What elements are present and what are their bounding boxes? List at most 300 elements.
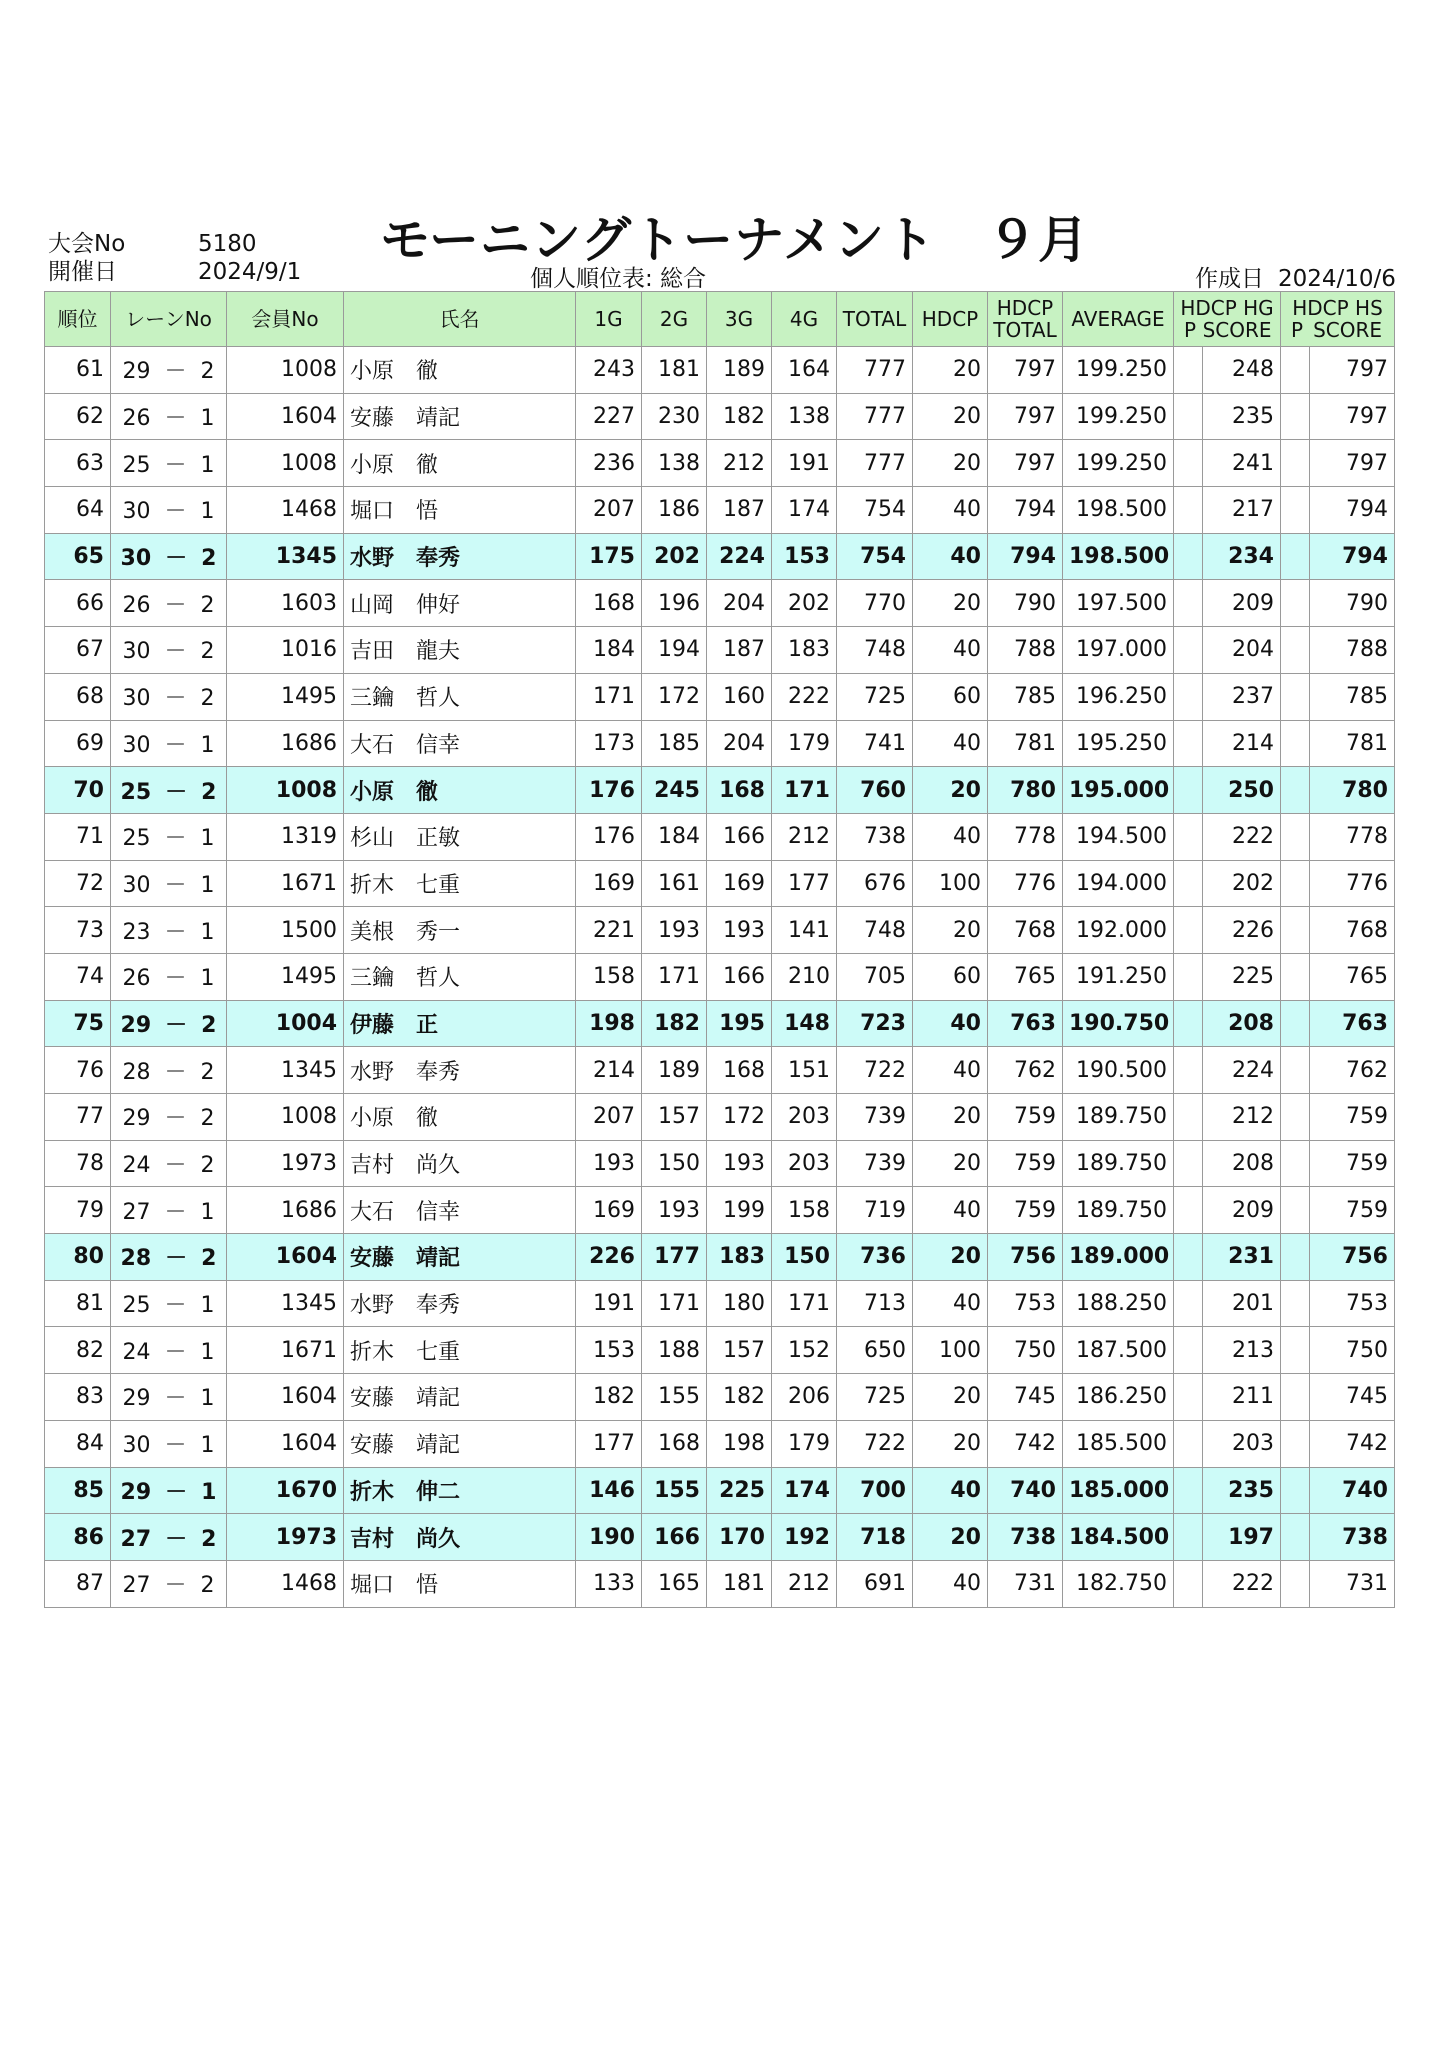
hdcp-total-cell: 753 <box>988 1280 1063 1327</box>
hg-wrap <box>1174 1468 1280 1514</box>
table-row <box>45 347 1395 394</box>
total-cell: 691 <box>837 1560 913 1607</box>
hs-p <box>1281 1187 1310 1233</box>
hdcp-total-cell: 797 <box>988 347 1063 394</box>
hdcp-cell: 60 <box>913 673 988 720</box>
member-no-cell: 1008 <box>227 767 344 814</box>
hdcp-total-cell: 778 <box>988 813 1063 860</box>
total-cell: 722 <box>837 1047 913 1094</box>
hg-score: 222 <box>1232 824 1274 850</box>
hg-p <box>1174 1141 1203 1187</box>
hdcp-total-cell: 788 <box>988 627 1063 674</box>
game4-cell: 174 <box>772 1467 837 1514</box>
col-hdcp-total-line1: HDCP <box>996 296 1054 320</box>
member-no-cell: 1345 <box>227 1047 344 1094</box>
lane-separator: － <box>164 406 187 432</box>
lane-cell <box>111 673 227 720</box>
hg-wrap <box>1174 487 1280 533</box>
total-cell: 738 <box>837 813 913 860</box>
hdcp-cell: 40 <box>913 1000 988 1047</box>
game2-cell: 171 <box>642 1280 707 1327</box>
hg-score: 203 <box>1232 1431 1274 1457</box>
hs-p <box>1281 814 1310 860</box>
game3-cell: 170 <box>707 1514 772 1561</box>
hs-wrap <box>1281 1561 1394 1607</box>
hdcp-total-cell: 750 <box>988 1327 1063 1374</box>
hs-p <box>1281 1234 1310 1280</box>
hg-wrap <box>1174 534 1280 580</box>
hdcp-hs-cell <box>1281 720 1395 767</box>
lane-number: 30 <box>122 1433 151 1459</box>
hdcp-total-cell: 797 <box>988 393 1063 440</box>
game2-cell: 194 <box>642 627 707 674</box>
hs-score: 778 <box>1346 824 1388 850</box>
lane-number: 28 <box>120 1246 152 1272</box>
lane-number: 29 <box>120 1479 152 1505</box>
lane-number: 26 <box>122 592 151 618</box>
hg-p <box>1174 627 1203 673</box>
name-cell: 水野 奉秀 <box>344 533 576 580</box>
table-row <box>45 1560 1395 1607</box>
hdcp-total-cell: 759 <box>988 1187 1063 1234</box>
lane-cell <box>111 393 227 440</box>
hg-score: 202 <box>1232 870 1274 896</box>
hg-wrap <box>1174 580 1280 626</box>
hdcp-hs-cell <box>1281 1234 1395 1281</box>
hg-score: 217 <box>1232 497 1274 523</box>
average-cell: 182.750 <box>1063 1560 1174 1607</box>
hg-score: 235 <box>1232 404 1274 430</box>
hg-score: 209 <box>1232 590 1274 616</box>
hs-wrap <box>1281 861 1394 907</box>
game2-cell: 168 <box>642 1420 707 1467</box>
col-hg-line1: HDCP HG <box>1180 296 1274 320</box>
hdcp-hg-cell <box>1174 720 1281 767</box>
ranking-table <box>44 291 1395 1608</box>
tournament-no-row <box>48 230 301 258</box>
game1-cell: 190 <box>576 1514 642 1561</box>
lane-side: 2 <box>200 1106 215 1132</box>
lane-cell <box>111 533 227 580</box>
hdcp-total-cell: 785 <box>988 673 1063 720</box>
lane-number: 25 <box>122 1293 151 1319</box>
name-cell: 伊藤 正 <box>344 1000 576 1047</box>
hs-wrap <box>1281 1094 1394 1140</box>
hg-p <box>1174 674 1203 720</box>
game3-cell: 180 <box>707 1280 772 1327</box>
lane-side: 2 <box>201 1246 217 1272</box>
lane-cell <box>111 627 227 674</box>
total-cell: 723 <box>837 1000 913 1047</box>
hs-score: 768 <box>1346 917 1388 943</box>
total-cell: 777 <box>837 440 913 487</box>
game4-cell: 212 <box>772 813 837 860</box>
lane-cell <box>111 1467 227 1514</box>
game3-cell: 225 <box>707 1467 772 1514</box>
hdcp-cell: 40 <box>913 533 988 580</box>
game4-cell: 158 <box>772 1187 837 1234</box>
game1-cell: 175 <box>576 533 642 580</box>
table-row <box>45 953 1395 1000</box>
game3-cell: 204 <box>707 720 772 767</box>
lane-number: 29 <box>122 359 151 385</box>
name-cell: 安藤 靖記 <box>344 1234 576 1281</box>
hdcp-hs-cell <box>1281 673 1395 720</box>
rank-cell: 76 <box>45 1047 111 1094</box>
name-cell: 三鑰 哲人 <box>344 953 576 1000</box>
name-cell: 堀口 悟 <box>344 487 576 534</box>
game3-cell: 195 <box>707 1000 772 1047</box>
average-cell: 189.750 <box>1063 1140 1174 1187</box>
game4-cell: 148 <box>772 1000 837 1047</box>
hs-p <box>1281 1094 1310 1140</box>
rank-cell: 66 <box>45 580 111 627</box>
game4-cell: 206 <box>772 1374 837 1421</box>
hg-p <box>1174 1187 1203 1233</box>
hdcp-total-cell: 797 <box>988 440 1063 487</box>
rank-cell: 65 <box>45 533 111 580</box>
lane-side: 2 <box>200 1059 215 1085</box>
game2-cell: 186 <box>642 487 707 534</box>
hg-wrap <box>1174 954 1280 1000</box>
hdcp-hs-cell <box>1281 440 1395 487</box>
hdcp-hs-cell <box>1281 487 1395 534</box>
lane-number: 23 <box>122 919 151 945</box>
hs-score: 776 <box>1346 870 1388 896</box>
col-g1: 1G <box>576 292 642 347</box>
hdcp-hg-cell <box>1174 953 1281 1000</box>
name-cell: 小原 徹 <box>344 767 576 814</box>
col-hdcp-total-line2: TOTAL <box>993 318 1057 342</box>
game2-cell: 150 <box>642 1140 707 1187</box>
lane-side: 2 <box>201 546 217 572</box>
hdcp-cell: 40 <box>913 1560 988 1607</box>
hs-p <box>1281 1281 1310 1327</box>
hdcp-hg-cell <box>1174 1000 1281 1047</box>
hg-p <box>1174 1234 1203 1280</box>
rank-cell: 61 <box>45 347 111 394</box>
hg-score: 208 <box>1232 1151 1274 1177</box>
average-cell: 196.250 <box>1063 673 1174 720</box>
game4-cell: 177 <box>772 860 837 907</box>
hs-score: 753 <box>1346 1291 1388 1317</box>
col-g3: 3G <box>707 292 772 347</box>
lane-side: 2 <box>200 686 215 712</box>
hdcp-hs-cell <box>1281 1000 1395 1047</box>
average-cell: 185.500 <box>1063 1420 1174 1467</box>
hdcp-total-cell: 759 <box>988 1140 1063 1187</box>
lane-separator: － <box>164 1293 187 1319</box>
name-cell: 堀口 悟 <box>344 1560 576 1607</box>
game4-cell: 179 <box>772 720 837 767</box>
hdcp-total-cell: 738 <box>988 1514 1063 1561</box>
hs-p <box>1281 767 1310 813</box>
hs-wrap <box>1281 347 1394 393</box>
hdcp-hs-cell <box>1281 953 1395 1000</box>
hdcp-hg-cell <box>1174 1420 1281 1467</box>
hg-p <box>1174 487 1203 533</box>
name-cell: 吉村 尚久 <box>344 1140 576 1187</box>
average-cell: 187.500 <box>1063 1327 1174 1374</box>
hdcp-hs-cell <box>1281 813 1395 860</box>
game4-cell: 151 <box>772 1047 837 1094</box>
col-g2: 2G <box>642 292 707 347</box>
rank-cell: 82 <box>45 1327 111 1374</box>
total-cell: 705 <box>837 953 913 1000</box>
member-no-cell: 1604 <box>227 1374 344 1421</box>
game2-cell: 188 <box>642 1327 707 1374</box>
hdcp-cell: 20 <box>913 1420 988 1467</box>
hg-p <box>1174 1047 1203 1093</box>
name-cell: 大石 信幸 <box>344 720 576 767</box>
lane-separator: － <box>164 1386 187 1412</box>
lane-side: 1 <box>200 826 215 852</box>
hg-score: 234 <box>1228 544 1274 570</box>
hdcp-total-cell: 781 <box>988 720 1063 767</box>
lane-number: 27 <box>122 1573 151 1599</box>
hdcp-total-cell: 740 <box>988 1467 1063 1514</box>
name-cell: 吉田 龍夫 <box>344 627 576 674</box>
hg-p <box>1174 1327 1203 1373</box>
hdcp-hs-cell <box>1281 393 1395 440</box>
hs-score: 745 <box>1346 1384 1388 1410</box>
game2-cell: 189 <box>642 1047 707 1094</box>
hs-wrap <box>1281 1374 1394 1420</box>
rank-cell: 79 <box>45 1187 111 1234</box>
hdcp-hg-cell <box>1174 1467 1281 1514</box>
game4-cell: 203 <box>772 1140 837 1187</box>
hg-wrap <box>1174 1141 1280 1187</box>
game1-cell: 214 <box>576 1047 642 1094</box>
name-cell: 折木 七重 <box>344 1327 576 1374</box>
hg-score: 237 <box>1232 684 1274 710</box>
table-row <box>45 440 1395 487</box>
hg-p <box>1174 580 1203 626</box>
lane-separator: － <box>164 826 187 852</box>
lane-side: 1 <box>200 499 215 525</box>
hs-wrap <box>1281 1047 1394 1093</box>
hdcp-hs-cell <box>1281 347 1395 394</box>
table-row <box>45 1280 1395 1327</box>
hg-p <box>1174 954 1203 1000</box>
member-no-cell: 1603 <box>227 580 344 627</box>
col-hs-line1: HDCP HS <box>1292 296 1383 320</box>
hg-p <box>1174 907 1203 953</box>
game4-cell: 138 <box>772 393 837 440</box>
game4-cell: 202 <box>772 580 837 627</box>
hg-p <box>1174 1514 1203 1560</box>
game2-cell: 202 <box>642 533 707 580</box>
hs-wrap <box>1281 814 1394 860</box>
header-info <box>48 230 301 286</box>
hg-p <box>1174 1281 1203 1327</box>
lane-separator: － <box>164 919 187 945</box>
lane-cell <box>111 953 227 1000</box>
rank-cell: 71 <box>45 813 111 860</box>
hg-p <box>1174 861 1203 907</box>
hdcp-total-cell: 742 <box>988 1420 1063 1467</box>
hs-wrap <box>1281 534 1394 580</box>
col-average: AVERAGE <box>1063 292 1174 347</box>
lane-side: 1 <box>200 919 215 945</box>
hdcp-cell: 40 <box>913 487 988 534</box>
game3-cell: 168 <box>707 1047 772 1094</box>
average-cell: 189.750 <box>1063 1094 1174 1141</box>
hdcp-hg-cell <box>1174 1047 1281 1094</box>
game3-cell: 187 <box>707 627 772 674</box>
average-cell: 190.750 <box>1063 1000 1174 1047</box>
name-cell: 折木 七重 <box>344 860 576 907</box>
total-cell: 650 <box>837 1327 913 1374</box>
lane-cell <box>111 1420 227 1467</box>
member-no-cell: 1468 <box>227 487 344 534</box>
game3-cell: 181 <box>707 1560 772 1607</box>
hdcp-hg-cell <box>1174 1094 1281 1141</box>
game2-cell: 230 <box>642 393 707 440</box>
lane-side: 1 <box>200 1199 215 1225</box>
hs-wrap <box>1281 580 1394 626</box>
hdcp-cell: 40 <box>913 627 988 674</box>
hg-wrap <box>1174 674 1280 720</box>
rank-cell: 72 <box>45 860 111 907</box>
member-no-cell: 1604 <box>227 1234 344 1281</box>
table-row <box>45 487 1395 534</box>
game2-cell: 171 <box>642 953 707 1000</box>
game1-cell: 182 <box>576 1374 642 1421</box>
game3-cell: 224 <box>707 533 772 580</box>
hg-wrap <box>1174 907 1280 953</box>
hs-wrap <box>1281 1421 1394 1467</box>
total-cell: 748 <box>837 627 913 674</box>
created-date <box>1195 260 1396 293</box>
lane-cell <box>111 1234 227 1281</box>
col-g4: 4G <box>772 292 837 347</box>
hs-wrap <box>1281 627 1394 673</box>
lane-side: 1 <box>200 966 215 992</box>
date-label: 開催日 <box>48 259 117 285</box>
hdcp-total-cell: 745 <box>988 1374 1063 1421</box>
hdcp-cell: 100 <box>913 860 988 907</box>
hg-wrap <box>1174 1001 1280 1047</box>
hs-score: 794 <box>1342 544 1388 570</box>
game1-cell: 177 <box>576 1420 642 1467</box>
hg-wrap <box>1174 1374 1280 1420</box>
table-row <box>45 767 1395 814</box>
hg-score: 231 <box>1228 1244 1274 1270</box>
lane-side: 2 <box>200 639 215 665</box>
game1-cell: 146 <box>576 1467 642 1514</box>
hdcp-cell: 40 <box>913 1280 988 1327</box>
col-member: 会員No <box>227 292 344 347</box>
hs-score: 740 <box>1342 1477 1388 1503</box>
hg-score: 201 <box>1232 1291 1274 1317</box>
total-cell: 676 <box>837 860 913 907</box>
game2-cell: 193 <box>642 1187 707 1234</box>
lane-number: 24 <box>122 1339 151 1365</box>
hg-p <box>1174 1561 1203 1607</box>
hg-wrap <box>1174 1421 1280 1467</box>
hs-wrap <box>1281 767 1394 813</box>
hdcp-total-cell: 780 <box>988 767 1063 814</box>
lane-separator: － <box>164 592 187 618</box>
hs-score: 759 <box>1346 1197 1388 1223</box>
hdcp-hs-cell <box>1281 1560 1395 1607</box>
member-no-cell: 1008 <box>227 440 344 487</box>
member-no-cell: 1345 <box>227 533 344 580</box>
game2-cell: 155 <box>642 1374 707 1421</box>
hg-p <box>1174 534 1203 580</box>
lane-side: 2 <box>200 1573 215 1599</box>
game1-cell: 169 <box>576 1187 642 1234</box>
hs-p <box>1281 1141 1310 1187</box>
total-cell: 777 <box>837 393 913 440</box>
total-cell: 741 <box>837 720 913 767</box>
game1-cell: 243 <box>576 347 642 394</box>
game3-cell: 166 <box>707 953 772 1000</box>
hdcp-hs-cell <box>1281 767 1395 814</box>
game2-cell: 155 <box>642 1467 707 1514</box>
total-cell: 739 <box>837 1140 913 1187</box>
hs-p <box>1281 1327 1310 1373</box>
lane-side: 1 <box>200 732 215 758</box>
date-row <box>48 258 301 286</box>
hg-p <box>1174 347 1203 393</box>
hs-p <box>1281 1468 1310 1514</box>
table-row <box>45 580 1395 627</box>
lane-separator: － <box>165 779 188 805</box>
hdcp-hs-cell <box>1281 1140 1395 1187</box>
table-row <box>45 627 1395 674</box>
rank-cell: 80 <box>45 1234 111 1281</box>
hdcp-hg-cell <box>1174 487 1281 534</box>
hs-score: 788 <box>1346 637 1388 663</box>
game3-cell: 172 <box>707 1094 772 1141</box>
hdcp-hg-cell <box>1174 813 1281 860</box>
hg-score: 225 <box>1232 964 1274 990</box>
game3-cell: 198 <box>707 1420 772 1467</box>
hs-p <box>1281 627 1310 673</box>
rank-cell: 86 <box>45 1514 111 1561</box>
lane-number: 29 <box>120 1012 152 1038</box>
game4-cell: 174 <box>772 487 837 534</box>
game2-cell: 177 <box>642 1234 707 1281</box>
hg-wrap <box>1174 627 1280 673</box>
hg-wrap <box>1174 721 1280 767</box>
lane-side: 1 <box>200 406 215 432</box>
member-no-cell: 1604 <box>227 1420 344 1467</box>
game1-cell: 198 <box>576 1000 642 1047</box>
total-cell: 725 <box>837 673 913 720</box>
lane-side: 2 <box>201 1526 217 1552</box>
member-no-cell: 1686 <box>227 1187 344 1234</box>
hs-p <box>1281 907 1310 953</box>
table-body <box>45 347 1395 1608</box>
game3-cell: 212 <box>707 440 772 487</box>
lane-separator: － <box>164 1433 187 1459</box>
game4-cell: 171 <box>772 767 837 814</box>
rank-cell: 63 <box>45 440 111 487</box>
member-no-cell: 1345 <box>227 1280 344 1327</box>
game2-cell: 185 <box>642 720 707 767</box>
lane-separator: － <box>164 1153 187 1179</box>
game2-cell: 166 <box>642 1514 707 1561</box>
average-cell: 188.250 <box>1063 1280 1174 1327</box>
table-row <box>45 1140 1395 1187</box>
game2-cell: 182 <box>642 1000 707 1047</box>
hdcp-hg-cell <box>1174 393 1281 440</box>
hs-p <box>1281 1561 1310 1607</box>
game4-cell: 183 <box>772 627 837 674</box>
